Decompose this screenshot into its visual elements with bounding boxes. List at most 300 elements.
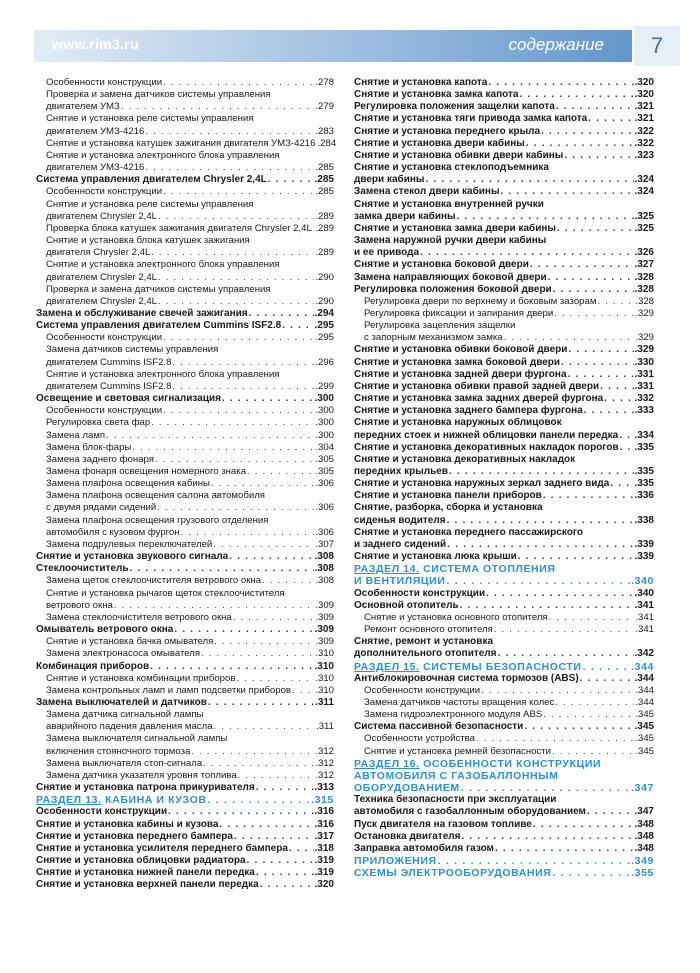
toc-subentry[interactable] xyxy=(36,600,334,612)
dot-leader xyxy=(213,539,314,551)
toc-page-number: .345 xyxy=(635,745,654,757)
dot-leader xyxy=(476,733,634,745)
toc-entry-title: двери кабины xyxy=(354,174,425,186)
toc-entry-title: Особенности конструкции xyxy=(46,405,163,417)
toc-entry[interactable] xyxy=(354,442,654,454)
toc-page-number: .331 xyxy=(634,368,654,380)
toc-page-number: .345 xyxy=(634,721,654,733)
toc-subentry[interactable] xyxy=(36,758,334,770)
toc-entry-title: Замена гидроэлектронного модуля ABS xyxy=(364,709,543,721)
toc-subentry[interactable] xyxy=(36,150,334,162)
toc-subentry[interactable] xyxy=(36,332,334,344)
toc-entry[interactable] xyxy=(354,673,654,685)
toc-entry-title: Ремонт основного отопителя xyxy=(364,624,493,636)
toc-page-number: .300 xyxy=(315,429,334,441)
dot-leader xyxy=(174,624,313,636)
toc-entry[interactable] xyxy=(36,782,334,794)
toc-subentry[interactable] xyxy=(36,344,334,356)
toc-subentry[interactable] xyxy=(36,247,334,259)
dot-leader xyxy=(282,320,313,332)
toc-entry-title: двигателем Chrysler 2,4L xyxy=(46,210,158,222)
toc-section-heading[interactable] xyxy=(354,758,654,770)
toc-subentry[interactable] xyxy=(354,733,654,745)
toc-entry-title: И ВЕНТИЛЯЦИИ xyxy=(354,575,446,588)
toc-page-number: .306 xyxy=(315,526,334,538)
dot-leader xyxy=(461,831,633,843)
toc-section-heading[interactable] xyxy=(36,794,334,806)
toc-page-number: .345 xyxy=(635,709,654,721)
toc-subentry[interactable] xyxy=(36,490,334,502)
toc-entry-title: дополнительного отопителя xyxy=(354,648,497,660)
toc-entry-title: Снятие и установка задней двери фургона xyxy=(354,368,567,380)
toc-subentry[interactable] xyxy=(36,636,334,648)
dot-leader xyxy=(163,332,314,344)
dot-leader xyxy=(214,721,315,733)
toc-entry[interactable] xyxy=(354,527,654,539)
toc-page-number: .285 xyxy=(315,162,334,174)
toc-entry[interactable] xyxy=(354,721,654,733)
toc-entry-title: Техника безопасности при эксплуатации xyxy=(354,794,557,806)
toc-page-number: .328 xyxy=(635,295,654,307)
toc-entry[interactable] xyxy=(36,855,334,867)
toc-page-number: .348 xyxy=(634,818,654,830)
dot-leader xyxy=(151,417,314,429)
toc-page-number: .324 xyxy=(634,174,654,186)
toc-entry-title: двигателем Chrysler 2,4L xyxy=(46,295,158,307)
toc-entry[interactable] xyxy=(354,831,654,843)
toc-subentry[interactable] xyxy=(354,746,654,758)
toc-page-number: .334 xyxy=(634,429,654,441)
toc-entry[interactable] xyxy=(36,867,334,879)
dot-leader xyxy=(447,515,634,527)
toc-entry[interactable] xyxy=(354,369,654,381)
toc-entry-title: Снятие и установка двери кабины xyxy=(354,137,525,149)
toc-entry[interactable] xyxy=(354,138,654,150)
toc-subentry[interactable] xyxy=(36,466,334,478)
dot-leader xyxy=(260,879,314,891)
toc-page-number: .329 xyxy=(634,344,654,356)
dot-leader xyxy=(438,855,630,867)
toc-page-number: .326 xyxy=(634,247,654,259)
dot-leader xyxy=(222,393,314,405)
toc-subentry[interactable] xyxy=(36,721,334,733)
toc-entry[interactable] xyxy=(354,77,654,89)
toc-entry-title: Снятие и установка люка крыши xyxy=(354,551,517,563)
toc-entry-title: двигателем Cummins ISF2.8 xyxy=(46,356,172,368)
page-number: 7 xyxy=(632,26,680,66)
toc-entry[interactable] xyxy=(36,174,334,186)
toc-page-number: .317 xyxy=(314,830,334,842)
toc-subentry[interactable] xyxy=(36,685,334,697)
toc-entry-title: Основной отопитель xyxy=(354,599,459,611)
toc-page-number: .329 xyxy=(635,307,654,319)
toc-section-heading[interactable] xyxy=(354,867,654,879)
toc-entry[interactable] xyxy=(354,405,654,417)
dot-leader xyxy=(583,661,631,673)
toc-page-number: .322 xyxy=(634,137,654,149)
toc-subentry[interactable] xyxy=(36,648,334,660)
toc-entry-title: Особенности конструкции xyxy=(46,77,163,88)
toc-entry-title: АВТОМОБИЛЯ С ГАЗОБАЛЛОННЫМ xyxy=(354,769,559,782)
toc-subentry[interactable] xyxy=(36,709,334,721)
page-header xyxy=(34,30,670,62)
dot-leader xyxy=(587,806,634,818)
toc-entry[interactable] xyxy=(36,819,334,831)
toc-entry[interactable] xyxy=(354,186,654,198)
toc-subentry[interactable] xyxy=(36,527,334,539)
toc-entry-title: Замена направляющих боковой двери xyxy=(354,271,547,283)
dot-leader xyxy=(201,648,314,660)
toc-entry[interactable] xyxy=(354,794,654,806)
toc-entry[interactable] xyxy=(36,393,334,405)
toc-entry[interactable] xyxy=(36,624,334,636)
dot-leader xyxy=(600,381,633,393)
toc-section-heading[interactable] xyxy=(354,575,654,587)
toc-subentry[interactable] xyxy=(36,381,334,393)
dot-leader xyxy=(211,478,314,490)
toc-entry[interactable] xyxy=(36,879,334,891)
toc-entry[interactable] xyxy=(36,806,334,818)
toc-entry[interactable] xyxy=(354,259,654,271)
toc-subentry[interactable] xyxy=(36,223,334,235)
toc-subentry[interactable] xyxy=(354,685,654,697)
toc-entry-title: Снятие и установка рычагов щеток стеклоочистителя xyxy=(46,587,285,599)
toc-entry-title: Замена выключателя сигнальной лампы xyxy=(46,733,228,745)
toc-subentry[interactable] xyxy=(36,733,334,745)
dot-leader xyxy=(526,138,634,150)
toc-entry[interactable] xyxy=(354,515,654,527)
dot-leader xyxy=(604,393,633,405)
toc-entry[interactable] xyxy=(354,344,654,356)
toc-page-number: .333 xyxy=(634,405,654,417)
dot-leader xyxy=(219,819,313,831)
toc-subentry[interactable] xyxy=(36,612,334,624)
toc-subentry[interactable] xyxy=(36,369,334,381)
toc-entry[interactable] xyxy=(36,697,334,709)
toc-entry[interactable] xyxy=(36,831,334,843)
toc-entry[interactable] xyxy=(36,843,334,855)
toc-subentry[interactable] xyxy=(36,101,334,113)
dot-leader xyxy=(597,296,634,308)
toc-entry-title: Замена наружной ручки двери кабины xyxy=(354,235,547,247)
dot-leader xyxy=(524,721,633,733)
toc-subentry[interactable] xyxy=(354,320,654,332)
dot-leader xyxy=(151,247,314,259)
toc-entry[interactable] xyxy=(354,393,654,405)
toc-subentry[interactable] xyxy=(354,332,654,344)
toc-entry[interactable] xyxy=(354,223,654,235)
toc-page-number: .318 xyxy=(314,842,334,854)
toc-entry[interactable] xyxy=(354,174,654,186)
toc-entry-title: Снятие и установка замка капота xyxy=(354,89,519,101)
toc-entry-title: ветрового окна xyxy=(46,599,113,611)
dot-leader xyxy=(543,490,634,502)
toc-entry-title: Замена стекол двери кабины xyxy=(354,186,500,198)
toc-subentry[interactable] xyxy=(36,259,334,271)
toc-entry[interactable] xyxy=(354,466,654,478)
toc-entry[interactable] xyxy=(354,89,654,101)
toc-entry-title: Заправка автомобиля газом xyxy=(354,842,494,854)
toc-subentry[interactable] xyxy=(36,405,334,417)
toc-subentry[interactable] xyxy=(36,575,334,587)
dot-leader xyxy=(610,478,633,490)
toc-section-heading[interactable] xyxy=(354,563,654,575)
toc-entry-title: Снятие и установка наружных облицовок xyxy=(354,417,562,429)
toc-subentry[interactable] xyxy=(36,199,334,211)
toc-page-number: .340 xyxy=(631,575,654,588)
toc-entry[interactable] xyxy=(36,551,334,563)
toc-entry-title: Снятие и установка декоративных накладок порогов xyxy=(354,441,619,453)
toc-entry[interactable] xyxy=(354,636,654,648)
toc-subentry[interactable] xyxy=(354,624,654,636)
toc-subentry[interactable] xyxy=(36,770,334,782)
toc-entry-title: Комбинация приборов xyxy=(36,660,150,672)
toc-entry-title: Регулировка положения боковой двери xyxy=(354,283,552,295)
toc-entry-title: Особенности конструкции xyxy=(354,587,486,599)
toc-entry-title: СХЕМЫ ЭЛЕКТРООБОРУДОВАНИЯ xyxy=(354,867,552,880)
toc-entry-title: двигателем УМЗ xyxy=(46,101,120,113)
toc-entry[interactable] xyxy=(354,588,654,600)
dot-leader xyxy=(557,223,634,235)
toc-entry[interactable] xyxy=(354,454,654,466)
toc-entry-title: Замена щеток стеклоочистителя ветрового окна xyxy=(46,575,262,587)
toc-entry-title: Замена плафона освещения салона автомобиля xyxy=(46,490,266,502)
toc-entry[interactable] xyxy=(36,661,334,673)
toc-entry-title: Снятие и установка внутренней ручки xyxy=(354,198,544,210)
toc-entry[interactable] xyxy=(36,320,334,332)
toc-page-number: .335 xyxy=(634,466,654,477)
toc-subentry[interactable] xyxy=(36,126,334,138)
toc-subentry[interactable] xyxy=(36,284,334,296)
toc-subentry[interactable] xyxy=(36,137,337,150)
dot-leader xyxy=(256,782,314,794)
toc-entry-title: Снятие и установка ремней безопасности xyxy=(364,745,552,757)
toc-subentry[interactable] xyxy=(36,454,334,466)
toc-subentry[interactable] xyxy=(36,113,334,125)
site-url[interactable]: www.rim3.ru xyxy=(52,36,139,52)
dot-leader xyxy=(543,709,634,721)
toc-page-number: .278 xyxy=(315,77,334,88)
toc-subentry[interactable] xyxy=(36,162,334,174)
toc-page-number: .323 xyxy=(634,149,654,161)
toc-page-number: .347 xyxy=(634,806,654,818)
toc-entry-title: Снятие и установка заднего бампера фургона xyxy=(354,405,583,417)
toc-page-number: .305 xyxy=(315,466,334,477)
toc-entry[interactable] xyxy=(354,600,654,612)
toc-entry-title: Регулировка положения защелки капота xyxy=(354,101,555,113)
toc-page-number: .325 xyxy=(634,222,654,234)
toc-page-number: .328 xyxy=(634,283,654,295)
toc-entry-title: Снятие и установка кабины и кузова xyxy=(36,818,219,830)
toc-entry[interactable] xyxy=(354,247,654,259)
toc-subentry[interactable] xyxy=(354,308,654,320)
toc-subentry[interactable] xyxy=(36,89,334,101)
toc-subentry[interactable] xyxy=(36,588,334,600)
toc-page-number: .289 xyxy=(315,222,334,234)
toc-entry[interactable] xyxy=(354,357,654,369)
toc-page-number: .310 xyxy=(315,672,334,684)
toc-entry[interactable] xyxy=(354,113,654,125)
toc-entry-title: Система управления двигателем Chrysler 2,4L xyxy=(36,174,267,186)
toc-entry-title: и заднего сидений xyxy=(354,538,447,550)
toc-entry[interactable] xyxy=(354,539,654,551)
toc-page-number: .319 xyxy=(314,867,334,879)
dot-leader xyxy=(234,831,314,843)
toc-section-heading[interactable] xyxy=(354,770,654,782)
dot-leader xyxy=(106,430,314,442)
toc-right-column xyxy=(354,77,654,879)
toc-page-number: .349 xyxy=(631,855,654,867)
toc-page-number: .316 xyxy=(314,818,334,830)
toc-subentry[interactable] xyxy=(36,515,334,527)
toc-subentry[interactable] xyxy=(36,673,334,685)
toc-entry-title: ОБОРУДОВАНИЕМ xyxy=(354,782,460,795)
toc-entry-title: двигателя Chrysler 2,4L xyxy=(46,247,151,259)
toc-entry-title: двигателем Chrysler 2,4L xyxy=(46,271,158,283)
toc-entry-title: Проверка и замена датчиков системы управления xyxy=(46,89,271,101)
toc-entry[interactable] xyxy=(354,272,654,284)
dot-leader xyxy=(163,186,314,198)
toc-entry[interactable] xyxy=(36,563,334,575)
toc-page-number: .316 xyxy=(314,806,334,818)
toc-entry[interactable] xyxy=(354,199,654,211)
dot-leader xyxy=(114,600,314,612)
toc-entry[interactable] xyxy=(354,490,654,502)
toc-subentry[interactable] xyxy=(36,272,334,284)
toc-entry-title: Замена стеклоочистителя ветрового окна xyxy=(46,611,232,623)
toc-section-heading[interactable] xyxy=(354,782,654,794)
toc-entry-title: Регулировка зацепления защелки xyxy=(364,320,516,332)
toc-page-number: .289 xyxy=(315,247,334,259)
toc-entry-title: с запорным механизмом замка xyxy=(364,332,503,344)
toc-subentry[interactable] xyxy=(36,211,334,223)
toc-page-number: .324 xyxy=(634,186,654,198)
toc-entry[interactable] xyxy=(354,101,654,113)
dot-leader xyxy=(554,308,634,320)
toc-entry[interactable] xyxy=(354,211,654,223)
toc-entry[interactable] xyxy=(354,417,654,429)
toc-entry[interactable] xyxy=(354,819,654,831)
toc-subentry[interactable] xyxy=(36,442,334,454)
dot-leader xyxy=(158,272,314,284)
dot-leader xyxy=(460,600,634,612)
toc-subentry[interactable] xyxy=(36,746,334,758)
toc-section-heading[interactable] xyxy=(354,661,654,673)
dot-leader xyxy=(584,405,634,417)
toc-section-heading[interactable] xyxy=(354,855,654,867)
toc-entry-title: Проверка и замена датчиков системы управления xyxy=(46,283,271,295)
toc-entry-title: Замена подрулевых переключателей xyxy=(46,538,213,550)
toc-entry-title: Снятие и установка переднего крыла xyxy=(354,125,541,137)
toc-entry[interactable] xyxy=(354,430,654,442)
dot-leader xyxy=(519,89,633,101)
toc-entry[interactable] xyxy=(354,150,654,162)
toc-page-number: .345 xyxy=(635,733,654,745)
dot-leader xyxy=(553,284,634,296)
toc-entry-title: Особенности конструкции xyxy=(46,332,163,344)
toc-entry-title: Снятие и установка основного отопителя xyxy=(364,611,548,623)
toc-subentry[interactable] xyxy=(354,296,654,308)
toc-entry[interactable] xyxy=(354,381,654,393)
toc-entry[interactable] xyxy=(354,551,654,563)
dot-leader xyxy=(541,126,633,138)
toc-page-number: .283 xyxy=(315,125,334,137)
toc-entry-title: Замена плафона освещения кабины xyxy=(46,478,210,490)
toc-page-number: .285 xyxy=(315,186,334,198)
toc-entry[interactable] xyxy=(354,284,654,296)
toc-page-number: .329 xyxy=(635,332,654,344)
toc-subentry[interactable] xyxy=(36,357,334,369)
toc-subentry[interactable] xyxy=(36,478,334,490)
toc-page-number: .289 xyxy=(315,210,334,222)
toc-subentry[interactable] xyxy=(354,709,654,721)
toc-page-number: .340 xyxy=(634,587,654,599)
toc-entry[interactable] xyxy=(354,162,654,174)
toc-page-number: .336 xyxy=(634,490,654,502)
toc-entry[interactable] xyxy=(354,235,654,247)
dot-leader xyxy=(530,259,634,271)
toc-page-number: .312 xyxy=(315,757,334,769)
dot-leader xyxy=(580,673,634,685)
toc-entry-title: Снятие, ремонт и установка xyxy=(354,636,494,648)
dot-leader xyxy=(247,466,314,478)
toc-subentry[interactable] xyxy=(36,417,334,429)
dot-leader xyxy=(488,77,633,89)
dot-leader xyxy=(292,685,314,697)
dot-leader xyxy=(150,661,313,673)
toc-page-number: .347 xyxy=(631,782,654,795)
toc-subentry[interactable] xyxy=(36,296,334,308)
dot-leader xyxy=(620,442,634,454)
toc-entry[interactable] xyxy=(354,502,654,514)
toc-subentry[interactable] xyxy=(36,77,334,89)
toc-subentry[interactable] xyxy=(36,539,334,551)
toc-entry[interactable] xyxy=(354,843,654,855)
toc-entry[interactable] xyxy=(354,126,654,138)
toc-entry-title: Снятие и установка электронного блока управления xyxy=(46,368,280,380)
dot-leader xyxy=(191,746,314,758)
toc-page-number: .313 xyxy=(314,782,334,794)
toc-page-number: .344 xyxy=(635,696,654,708)
toc-page-number: .320 xyxy=(634,89,654,101)
toc-entry-title: Снятие и установка блока катушек зажигания xyxy=(46,235,250,247)
toc-page-number: .327 xyxy=(634,259,654,271)
dot-leader xyxy=(289,843,314,855)
toc-entry-title: включения стояночного тормоза xyxy=(46,745,191,757)
toc-page-number: .315 xyxy=(311,794,334,807)
toc-page-number: .321 xyxy=(634,113,654,125)
toc-subentry[interactable] xyxy=(36,186,334,198)
toc-entry[interactable] xyxy=(354,478,654,490)
toc-page-number: .338 xyxy=(634,514,654,526)
toc-page-number: .299 xyxy=(315,380,334,392)
dot-leader xyxy=(461,782,630,794)
toc-page-number: .310 xyxy=(314,660,334,672)
toc-entry-title: двигателем Cummins ISF2.8 xyxy=(46,380,172,392)
toc-subentry[interactable] xyxy=(36,430,334,442)
toc-entry[interactable] xyxy=(36,308,334,320)
toc-subentry[interactable] xyxy=(354,612,654,624)
toc-entry[interactable] xyxy=(354,806,654,818)
toc-entry-title: Замена ламп xyxy=(46,429,106,441)
toc-entry-title: РАЗДЕЛ 14. СИСТЕМА ОТОПЛЕНИЯ xyxy=(354,563,556,576)
toc-entry-title: автомобиля с газобаллонным оборудованием xyxy=(354,806,586,818)
toc-subentry[interactable] xyxy=(354,697,654,709)
toc-subentry[interactable] xyxy=(36,502,334,514)
toc-subentry[interactable] xyxy=(36,235,334,247)
toc-page-number: .335 xyxy=(634,478,654,490)
toc-entry[interactable] xyxy=(354,648,654,660)
